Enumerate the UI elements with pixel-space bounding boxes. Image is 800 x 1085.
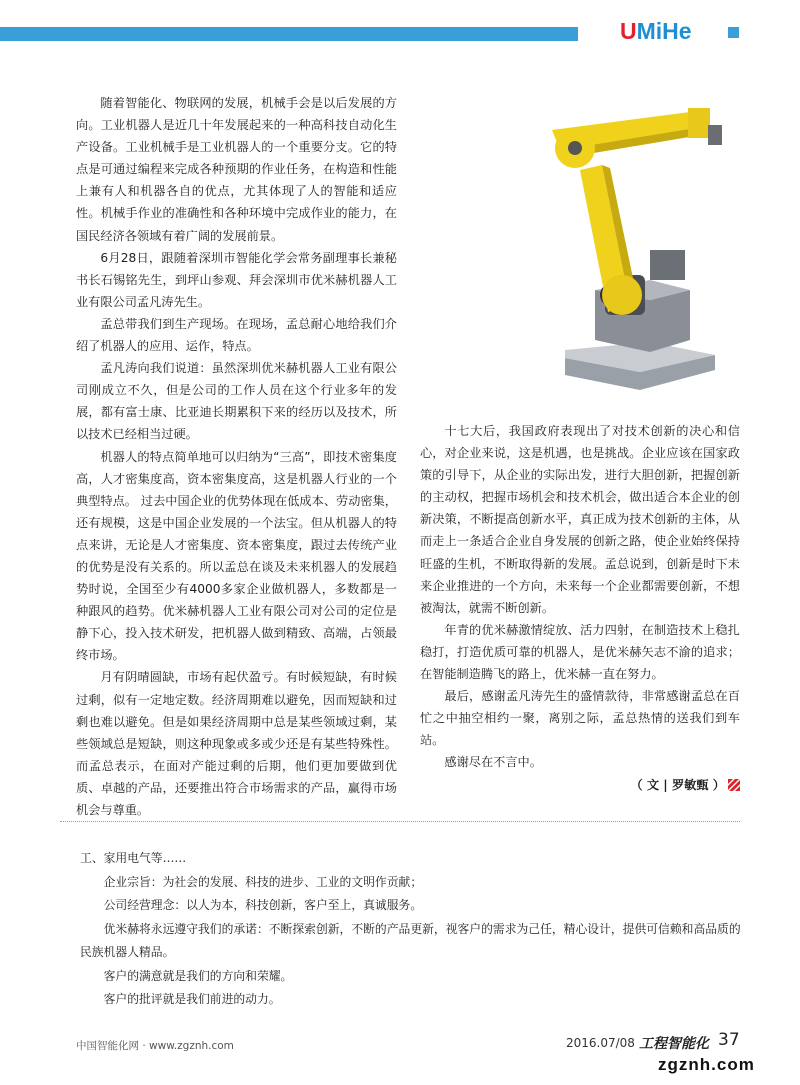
author-signature: （ 文 | 罗敏甄 ） (420, 774, 740, 796)
company-line: 企业宗旨：为社会的发展、科技的进步、工业的文明作贡献； (103, 874, 423, 889)
article-paragraph: 孟总带我们到生产现场。在现场，孟总耐心地给我们介绍了机器人的应用、运作，特点。 (76, 316, 397, 354)
article-paragraph: 6月28日，跟随着深圳市智能化学会常务副理事长兼秘书长石锡铭先生，到坪山参观、拜会深圳市优米赫机器人工业有限公司孟凡涛先生。 (76, 250, 397, 309)
article-paragraph: 感谢尽在不言中。 (444, 755, 542, 770)
brand-logo: UMiHe (620, 18, 692, 44)
company-line: 优米赫将永远遵守我们的承诺：不断探索创新，不断的产品更新，视客户的需求为己任，精心设计，提供可信赖和高品质的民族机器人精品。 (80, 921, 741, 959)
article-paragraph: 月有阴晴圆缺，市场有起伏盈亏。有时候短缺，有时候过剩，似有一定地定数。经济周期难以避免，因而短缺和过剩也难以避免。但是如果经济周期中总是某些领域过剩，某些领域总是短缺，则这种现象或多或少还是有某些特殊性。而孟总表示，在面对产能过剩的后期，他们更加要做到优质、卓越的产品，还要推出符合市场需求的产品，赢得市场机会与尊重。 (76, 670, 397, 817)
article-right-column (420, 420, 740, 796)
footer-magazine-logo: 工程智能化 (639, 1036, 709, 1052)
company-line: 客户的满意就是我们的方向和荣耀。 (103, 968, 293, 983)
company-line: 公司经营理念：以人为本，科技创新，客户至上，真诚服务。 (103, 898, 423, 912)
company-info-section (80, 847, 748, 1012)
article-paragraph: 孟凡涛向我们说道：虽然深圳优米赫机器人工业有限公司刚成立不久，但是公司的工作人员在这个行业多年的发展，都有富士康、比亚迪长期累积下来的经历以及技术，所以技术已经相当过硬。 (76, 361, 397, 442)
hatched-square-icon (728, 779, 740, 791)
page-number: 37 (718, 1030, 740, 1050)
company-intro: 工、家用电气等…… (80, 851, 187, 865)
brand-square-icon (728, 27, 739, 38)
article-left-column (76, 92, 397, 821)
article-paragraph: 年青的优米赫激情绽放、活力四射，在制造技术上稳扎稳打，打造优质可靠的机器人，是优米赫矢志不渝的追求；在智能制造腾飞的路上，优米赫一直在努力。 (420, 622, 740, 682)
industrial-robot-arm-image (540, 90, 740, 400)
article-paragraph: 十七大后，我国政府表现出了对技术创新的决心和信心，对企业来说，这是机遇，也是挑战。企业应该在国家政策的引导下，从企业的实际出发，进行大胆创新，把握创新的主动权，把握市场机会和技术机会，做出适合本企业的创新决策，不断提高创新水平，真正成为技术创新的主体，从而走上一条适合企业自身发展的创新之路，使企业始终保持旺盛的生机，不断取得新的发展。孟总说到，创新是时下未来企业推进的一个方向，未来每一个企业都需要创新，不想被淘汰，就需不断创新。 (420, 424, 740, 615)
article-paragraph: 机器人的特点简单地可以归纳为“三高”，即技术密集度高，人才密集度高，资本密集度高，这是机器人行业的一个典型特点。 过去中国企业的优势体现在低成本、劳动密集，还有规模，这是中国企业发展的一个法宝。但从机器人的特点来讲，无论是人才密集度、资本密集度，跟过去传统产业的优势是没有关系的。所以孟总在谈及未来机器人的发展趋势时说，全国至少有4000多家企业做机器人，多数都是一种跟风的趋势。优米赫机器人工业有限公司对公司的定位是静下心，投入技术研发，把机器人做到精致、高端，占领最终市场。 (76, 449, 397, 663)
company-line: 客户的批评就是我们前进的动力。 (103, 992, 281, 1006)
section-divider (60, 821, 740, 822)
article-paragraph: 最后，感谢孟凡涛先生的盛情款待，非常感谢孟总在百忙之中抽空相约一聚，离别之际，孟总热情的送我们到车站。 (420, 689, 740, 748)
header-bar (0, 27, 578, 41)
footer-site: 中国智能化网 · www.zgznh.com (76, 1040, 234, 1052)
article-paragraph: 随着智能化、物联网的发展，机械手会是以后发展的方向。工业机器人是近几十年发展起来的一种高科技自动化生产设备。工业机械手是工业机器人的一个重要分支。它的特点是可通过编程来完成各种预期的作业任务，在构造和性能上兼有人和机器各自的优点，尤其体现了人的智能和适应性。机械手作业的准确性和各种环境中完成作业的能力，在国民经济各领域有着广阔的发展前景。 (76, 96, 397, 243)
footer-date: 2016.07/08 (566, 1036, 635, 1050)
watermark: zgznh.com (658, 1055, 755, 1074)
